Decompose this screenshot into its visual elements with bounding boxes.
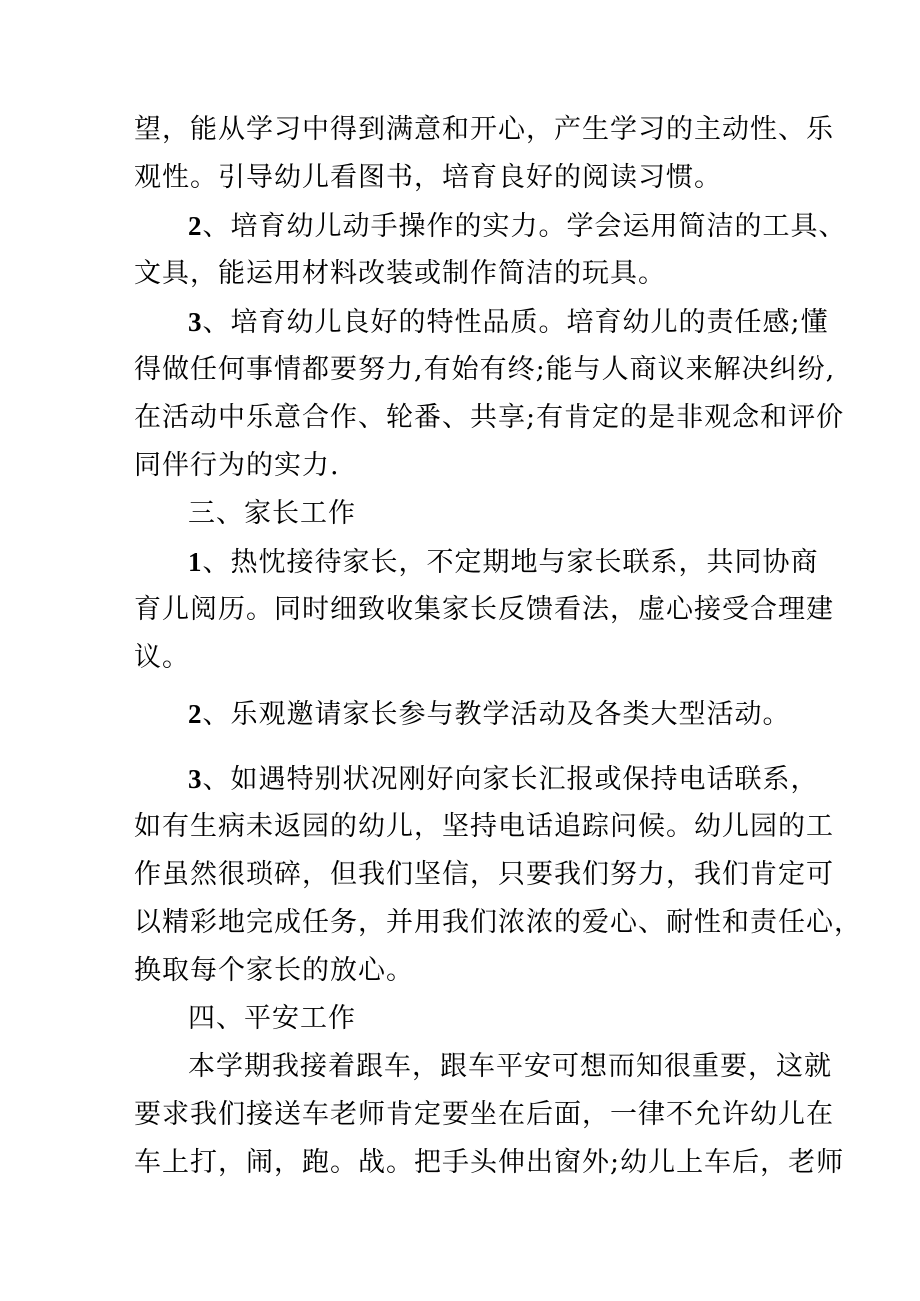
list-number: 2	[188, 211, 202, 241]
section-heading: 四、平安工作	[188, 1003, 356, 1034]
list-number: 2	[188, 699, 202, 729]
list-item: 3、如遇特别状况刚好向家长汇报或保持电话联系，	[188, 764, 819, 795]
list-item: 1、热忱接待家长，不定期地与家长联系，共同协商	[188, 547, 819, 578]
list-number: 3	[188, 307, 202, 337]
text-line: 要求我们接送车老师肯定要坐在后面，一律不允许幼儿在	[134, 1099, 834, 1130]
list-number: 1	[188, 547, 202, 577]
text-line: 以精彩地完成任务，并用我们浓浓的爱心、耐性和责任心，	[134, 907, 862, 938]
text-line: 作虽然很琐碎，但我们坚信，只要我们努力，我们肯定可	[134, 859, 834, 890]
text-line: 换取每个家长的放心。	[134, 955, 414, 986]
list-item: 2、培育幼儿动手操作的实力。学会运用简洁的工具、	[188, 211, 847, 242]
text-line: 观性。引导幼儿看图书，培育良好的阅读习惯。	[134, 162, 722, 193]
text-line: 在活动中乐意合作、轮番、共享;有肯定的是非观念和评价	[134, 402, 845, 433]
list-number: 3	[188, 764, 202, 794]
text-line: 同伴行为的实力.	[134, 450, 340, 481]
text-line: 车上打，闹，跑。战。把手头伸出窗外;幼儿上车后，老师	[134, 1147, 845, 1178]
list-item: 3、培育幼儿良好的特性品质。培育幼儿的责任感;懂	[188, 307, 829, 338]
text-line: 得做任何事情都要努力,有始有终;能与人商议来解决纠纷,	[134, 354, 836, 385]
text-line: 议。	[134, 642, 190, 673]
list-item: 2、乐观邀请家长参与教学活动及各类大型活动。	[188, 699, 791, 730]
text-line: 望，能从学习中得到满意和开心，产生学习的主动性、乐	[134, 114, 834, 145]
section-heading: 三、家长工作	[188, 498, 356, 529]
text-line: 育儿阅历。同时细致收集家长反馈看法，虚心接受合理建	[134, 594, 834, 625]
text-line: 如有生病未返园的幼儿，坚持电话追踪问候。幼儿园的工	[134, 811, 834, 842]
text-line: 文具，能运用材料改装或制作简洁的玩具。	[134, 258, 666, 289]
paragraph-start: 本学期我接着跟车，跟车平安可想而知很重要，这就	[188, 1051, 832, 1082]
